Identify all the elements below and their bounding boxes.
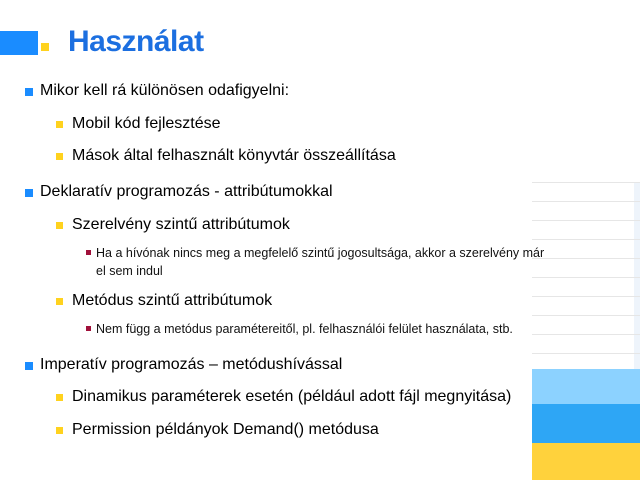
bullet-square-icon	[56, 153, 63, 160]
bullet-square-icon	[56, 222, 63, 229]
stripe-line	[532, 296, 640, 297]
bullet-square-icon	[56, 298, 63, 305]
title-accent-square	[41, 43, 49, 51]
bullet-square-icon	[86, 250, 91, 255]
list-item: Deklaratív programozás - attribútumokkal	[40, 183, 333, 200]
list-item: Nem függ a metódus paramétereitől, pl. felhasználói felület használata, stb.	[96, 322, 513, 336]
list-item-continuation: el sem indul	[96, 264, 163, 278]
list-item: Ha a hívónak nincs meg a megfelelő szintű jogosultsága, akkor a szerelvény már	[96, 246, 545, 260]
list-item: Mások által felhasznált könyvtár összeállítása	[72, 147, 396, 164]
bullet-square-icon	[56, 121, 63, 128]
stripe-line	[532, 353, 640, 354]
slide-title: Használat	[68, 25, 204, 58]
stripe-line	[532, 201, 640, 202]
stripe-line	[532, 258, 640, 259]
bullet-square-icon	[25, 88, 33, 96]
decorative-block-blue	[532, 404, 640, 443]
stripe-line	[532, 315, 640, 316]
title-accent-bar	[0, 31, 38, 55]
list-item: Metódus szintű attribútumok	[72, 292, 273, 309]
bullet-square-icon	[25, 189, 33, 197]
list-item: Mikor kell rá különösen odafigyelni:	[40, 82, 290, 99]
list-item: Szerelvény szintű attribútumok	[72, 216, 290, 233]
bullet-square-icon	[86, 326, 91, 331]
stripe-line	[532, 220, 640, 221]
bullet-square-icon	[25, 362, 33, 370]
list-item: Permission példányok Demand() metódusa	[72, 421, 379, 438]
bullet-square-icon	[56, 394, 63, 401]
stripe-line	[532, 239, 640, 240]
bullet-square-icon	[56, 427, 63, 434]
decorative-block-yellow	[532, 443, 640, 480]
list-item: Dinamikus paraméterek esetén (például adott fájl megnyitása)	[72, 388, 512, 405]
decorative-block-light-blue	[532, 369, 640, 404]
stripe-line	[532, 277, 640, 278]
list-item: Mobil kód fejlesztése	[72, 115, 221, 132]
list-item: Imperatív programozás – metódushívással	[40, 356, 343, 373]
stripe-line	[532, 334, 640, 335]
stripe-line	[532, 182, 640, 183]
